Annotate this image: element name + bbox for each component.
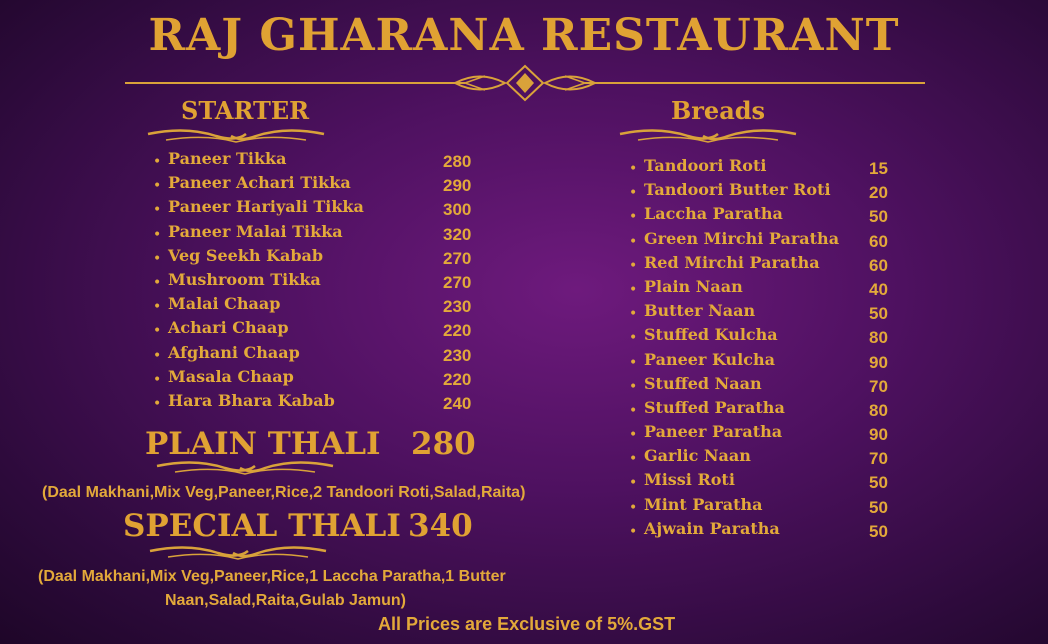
breads-list	[629, 157, 909, 544]
bullet-icon: •	[153, 299, 162, 316]
starter-item-price: 270	[443, 248, 472, 268]
special-thali-description-line1: (Daal Makhani,Mix Veg,Paneer,Rice,1 Laccha Paratha,1 Butter	[38, 568, 506, 585]
breads-item-price: 60	[869, 255, 888, 275]
starter-item-name: Mushroom Tikka	[168, 269, 321, 289]
breads-item-name: Red Mirchi Paratha	[644, 252, 820, 272]
breads-item-name: Paneer Paratha	[644, 422, 783, 442]
special-thali-title: SPECIAL THALI	[123, 508, 401, 544]
starter-item-price: 230	[443, 345, 472, 365]
breads-item-name: Paneer Kulcha	[644, 349, 775, 369]
bullet-icon: •	[629, 257, 638, 274]
starter-item-price: 280	[443, 152, 472, 171]
bullet-icon: •	[629, 402, 638, 419]
plain-thali-ornament	[155, 458, 335, 478]
bullet-icon: •	[629, 161, 638, 177]
breads-item-price: 60	[869, 231, 888, 251]
breads-item-price: 90	[869, 352, 888, 372]
breads-item-name: Tandoori Roti	[644, 156, 767, 175]
bullet-icon: •	[153, 178, 162, 195]
gst-note: All Prices are Exclusive of 5%.GST	[378, 614, 676, 634]
bullet-icon: •	[153, 371, 162, 388]
bullet-icon: •	[629, 185, 638, 202]
starter-item-price: 300	[443, 200, 472, 220]
starter-item-price: 290	[443, 176, 472, 196]
starter-item-price: 270	[443, 272, 472, 292]
starter-item-price: 240	[443, 393, 472, 413]
breads-item-price: 80	[869, 400, 888, 420]
starter-item	[153, 392, 493, 416]
breads-item-name: Garlic Naan	[644, 446, 751, 466]
starter-item-price: 230	[443, 297, 472, 317]
bullet-icon: •	[629, 499, 638, 516]
starter-item-name: Afghani Chaap	[168, 342, 300, 362]
breads-item-name: Butter Naan	[644, 301, 756, 321]
breads-item-name: Stuffed Kulcha	[644, 325, 778, 345]
starter-item-name: Veg Seekh Kabab	[168, 245, 324, 265]
bullet-icon: •	[629, 354, 638, 371]
breads-item-name: Plain Naan	[644, 276, 743, 296]
bullet-icon: •	[629, 475, 638, 492]
breads-item-price: 80	[869, 328, 888, 348]
breads-item-price: 40	[869, 279, 888, 299]
breads-item	[629, 520, 909, 544]
bullet-icon: •	[629, 378, 638, 395]
breads-item-name: Ajwain Paratha	[644, 518, 780, 538]
restaurant-title: RAJ GHARANA RESTAURANT	[148, 10, 900, 61]
starter-heading-ornament	[146, 126, 326, 146]
bullet-icon: •	[153, 395, 162, 412]
breads-heading-ornament	[618, 126, 798, 146]
breads-item-price: 50	[869, 207, 888, 227]
starter-list	[153, 150, 493, 416]
special-thali-description-line2: Naan,Salad,Raita,Gulab Jamun)	[165, 592, 406, 609]
breads-item-price: 20	[869, 183, 888, 203]
plain-thali-title: PLAIN THALI	[145, 426, 381, 462]
starter-item-name: Paneer Hariyali Tikka	[168, 197, 364, 217]
breads-item-price: 70	[869, 376, 888, 396]
bullet-icon: •	[629, 306, 638, 323]
starter-item-price: 220	[443, 369, 472, 389]
special-thali-ornament	[148, 543, 328, 563]
breads-item-price: 50	[869, 473, 888, 493]
bullet-icon: •	[629, 233, 638, 250]
starter-item-name: Malai Chaap	[168, 294, 281, 314]
starter-item-price: 320	[443, 224, 472, 244]
breads-item-name: Laccha Paratha	[644, 204, 783, 224]
starter-item-name: Paneer Achari Tikka	[168, 173, 351, 193]
breads-item-name: Tandoori Butter Roti	[644, 180, 831, 200]
breads-item-price: 50	[869, 497, 888, 517]
bullet-icon: •	[153, 347, 162, 364]
bullet-icon: •	[153, 323, 162, 340]
breads-item-price: 15	[869, 159, 888, 178]
bullet-icon: •	[153, 250, 162, 267]
breads-item-name: Missi Roti	[644, 470, 735, 490]
bullet-icon: •	[629, 330, 638, 347]
breads-item-name: Green Mirchi Paratha	[644, 228, 840, 248]
bullet-icon: •	[629, 523, 638, 540]
special-thali-price: 340	[408, 508, 473, 544]
plain-thali-price: 280	[411, 426, 476, 462]
bullet-icon: •	[153, 154, 162, 170]
bullet-icon: •	[153, 226, 162, 243]
breads-heading: Breads	[671, 96, 766, 125]
breads-item-price: 90	[869, 425, 888, 445]
bullet-icon: •	[629, 209, 638, 226]
starter-heading: STARTER	[181, 96, 310, 125]
breads-item-price: 70	[869, 449, 888, 469]
breads-item-name: Mint Paratha	[644, 494, 763, 514]
starter-item-name: Paneer Malai Tikka	[168, 221, 343, 241]
breads-item-price: 50	[869, 304, 888, 324]
starter-item-price: 220	[443, 321, 472, 341]
bullet-icon: •	[629, 427, 638, 444]
plain-thali-description: (Daal Makhani,Mix Veg,Paneer,Rice,2 Tandoori Roti,Salad,Raita)	[42, 484, 526, 501]
bullet-icon: •	[153, 274, 162, 291]
starter-item-name: Masala Chaap	[168, 366, 294, 386]
bullet-icon: •	[153, 202, 162, 219]
breads-item-name: Stuffed Paratha	[644, 397, 785, 417]
breads-item-price: 50	[869, 521, 888, 541]
bullet-icon: •	[629, 451, 638, 468]
starter-item-name: Achari Chaap	[168, 318, 289, 338]
starter-item-name: Hara Bhara Kabab	[168, 390, 335, 410]
bullet-icon: •	[629, 281, 638, 298]
breads-item-name: Stuffed Naan	[644, 373, 762, 393]
starter-item-name: Paneer Tikka	[168, 149, 287, 168]
